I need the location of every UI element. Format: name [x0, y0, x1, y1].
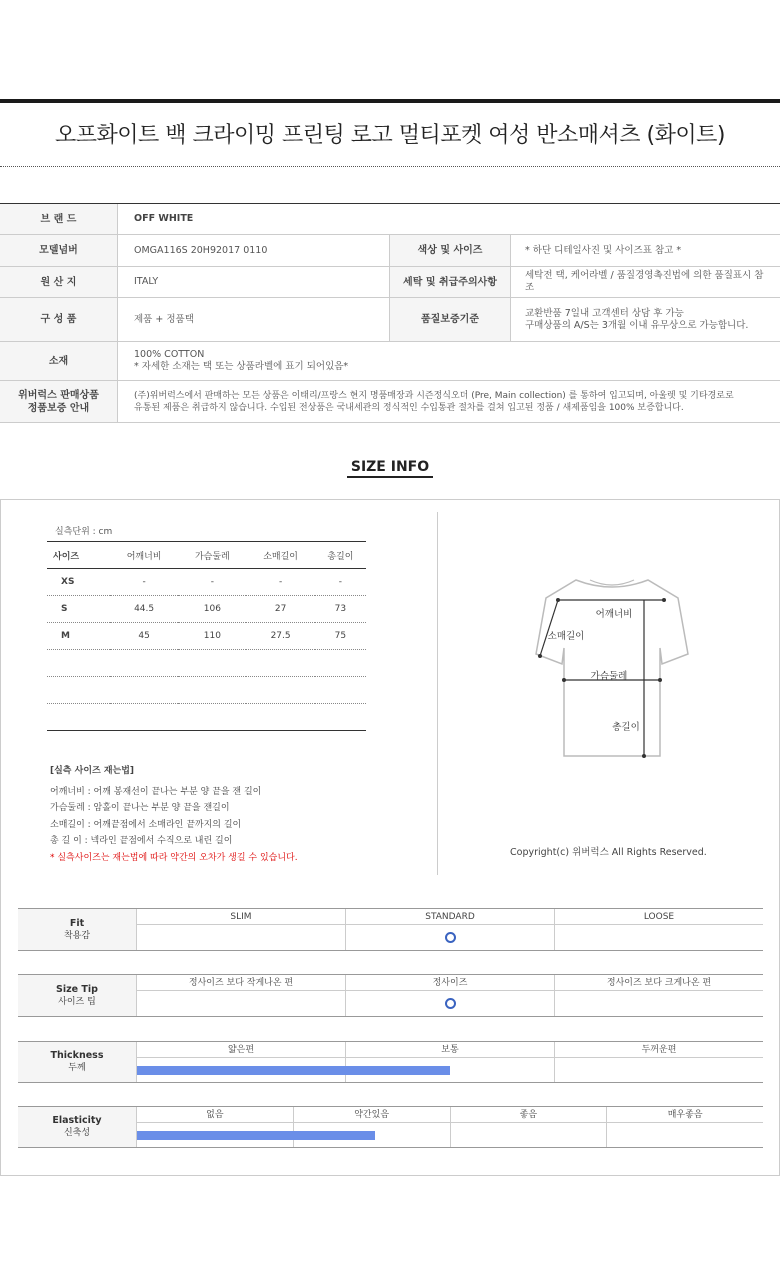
thickness-level-bar	[137, 1066, 450, 1075]
fit-selected-marker	[445, 932, 456, 943]
size-cell	[315, 677, 366, 704]
copyright-text: Copyright(c) 위버럭스 All Rights Reserved.	[510, 847, 707, 858]
size-tip-label-ko: 사이즈 팁	[58, 996, 96, 1007]
size-cell	[110, 650, 178, 677]
fit-option: SLIM	[230, 912, 252, 922]
size-cell: 44.5	[110, 596, 178, 623]
size-cell	[315, 704, 366, 731]
thickness-scale	[137, 1042, 763, 1082]
elasticity-row	[18, 1106, 763, 1148]
size-row	[47, 596, 366, 623]
measurement-unit: 실측단위 : cm	[55, 527, 113, 537]
fit-option: LOOSE	[554, 909, 763, 924]
size-cell: 106	[178, 596, 246, 623]
care-value: 세탁전 택, 케어라벨 / 품질경영촉진법에 의한 품질표시 참조	[525, 270, 764, 293]
size-table	[47, 541, 366, 731]
info-row-origin	[0, 267, 780, 298]
guarantee-label	[0, 381, 118, 422]
size-cell	[178, 704, 246, 731]
product-info-table	[0, 203, 780, 423]
info-row-material	[0, 342, 780, 381]
fit-option: STANDARD	[345, 909, 554, 924]
guarantee-line-1: (주)위버럭스에서 판매하는 모든 상품은 이태리/프랑스 현지 명품매장과 시즌정식오더 (Pre, Main collection) 를 통하여 입고되며, 아울렛 및 기타경로로	[134, 390, 734, 401]
size-cell: -	[246, 569, 314, 596]
size-cell: M	[47, 623, 110, 650]
elasticity-option: 없음	[206, 1110, 224, 1120]
diagram-label-sleeve: 소매길이	[547, 631, 585, 642]
size-cell	[47, 677, 110, 704]
size-tip-cell	[554, 991, 763, 1016]
top-rule	[0, 99, 780, 103]
measurement-guide-line: 총 길 이 : 넥라인 끝점에서 수직으로 내린 길이	[50, 836, 233, 846]
warranty-label: 품질보증기준	[389, 298, 511, 341]
components-label: 구 성 품	[0, 298, 118, 341]
measurement-guide	[50, 763, 298, 866]
size-tip-cell	[345, 991, 554, 1016]
fit-cell	[137, 925, 345, 950]
size-header-shoulder: 어깨너비	[110, 542, 178, 569]
info-row-components	[0, 298, 780, 342]
size-header-chest: 가슴둘레	[178, 542, 246, 569]
size-cell: 75	[315, 623, 366, 650]
info-row-brand	[0, 204, 780, 235]
fit-label-en: Fit	[69, 917, 85, 929]
material-line-2: * 자세한 소재는 택 또는 상품라벨에 표기 되어있음*	[134, 361, 349, 372]
diagram-label-shoulder: 어깨너비	[595, 609, 633, 620]
size-tip-option: 정사이즈	[345, 975, 554, 990]
material-label: 소재	[0, 342, 118, 380]
fit-cell	[554, 925, 763, 950]
elasticity-label-ko: 신축성	[63, 1128, 91, 1138]
size-cell: S	[47, 596, 110, 623]
thickness-label-ko: 두께	[68, 1063, 86, 1073]
size-tip-cell	[137, 991, 345, 1016]
size-cell: 27	[246, 596, 314, 623]
brand-label: 브 랜 드	[0, 204, 118, 234]
size-cell	[47, 650, 110, 677]
size-cell	[178, 650, 246, 677]
fit-label-ko: 착용감	[63, 930, 91, 941]
material-value	[118, 342, 780, 380]
size-row	[47, 650, 366, 677]
info-row-guarantee	[0, 381, 780, 423]
size-row	[47, 677, 366, 704]
shoulder-point-right	[662, 598, 666, 602]
size-cell: -	[315, 569, 366, 596]
measurement-guide-line: 가슴둘레 : 암홀이 끝나는 부분 양 끝을 잰길이	[50, 803, 230, 813]
guarantee-label-line-1: 위버럭스 판매상품	[18, 389, 99, 401]
size-tip-row	[18, 974, 763, 1017]
elasticity-level-bar	[137, 1131, 375, 1140]
chest-point-right	[658, 678, 662, 682]
diagram-label-length: 총길이	[612, 722, 640, 733]
diagram-label-chest: 가슴둘레	[590, 671, 628, 682]
size-cell: 110	[178, 623, 246, 650]
thickness-row	[18, 1041, 763, 1083]
thickness-option: 두꺼운편	[554, 1042, 763, 1057]
tshirt-diagram	[532, 572, 692, 762]
size-row	[47, 704, 366, 731]
size-cell	[246, 677, 314, 704]
product-title: 오프화이트 백 크라이밍 프린팅 로고 멀티포켓 여성 반소매셔츠 (화이트)	[55, 123, 725, 148]
origin-value: ITALY	[134, 276, 159, 287]
size-tip-option: 정사이즈 보다 크게나온 편	[554, 975, 763, 990]
elasticity-option: 좋음	[450, 1107, 607, 1122]
fit-row	[18, 908, 763, 951]
size-cell: -	[110, 569, 178, 596]
size-row	[47, 569, 366, 596]
care-label: 세탁 및 취급주의사항	[389, 267, 511, 297]
size-cell	[110, 704, 178, 731]
size-cell: 73	[315, 596, 366, 623]
warranty-value	[511, 298, 780, 341]
title-divider	[0, 166, 780, 167]
warranty-line-1: 교환반품 7일내 고객센터 상담 후 가능	[525, 307, 684, 319]
measurement-warning: * 실측사이즈는 재는법에 따라 약간의 오차가 생길 수 있습니다.	[50, 852, 298, 863]
elasticity-option: 약간있음	[293, 1107, 450, 1122]
size-row	[47, 623, 366, 650]
chest-point-left	[562, 678, 566, 682]
measurement-guide-heading: [실측 사이즈 재는법]	[50, 766, 135, 776]
size-tip-label	[18, 975, 137, 1016]
size-tip-label-en: Size Tip	[56, 983, 98, 995]
fit-cell	[345, 925, 554, 950]
size-tip-selected-marker	[445, 998, 456, 1009]
length-point	[642, 754, 646, 758]
size-cell	[110, 677, 178, 704]
elasticity-option: 매우좋음	[606, 1107, 763, 1122]
guarantee-line-2: 유통된 제품은 취급하지 않습니다. 수입된 전상품은 국내세관의 정식적인 수입통관 절차를 걸쳐 입고된 정품 / 새제품임을 100% 보증합니다.	[134, 402, 684, 413]
material-line-1: 100% COTTON	[134, 349, 205, 360]
measurement-guide-line: 소매길이 : 어깨끝점에서 소매라인 끝까지의 길이	[50, 819, 242, 830]
tshirt-collar	[590, 580, 634, 585]
size-cell	[246, 704, 314, 731]
warranty-line-2: 구매상품의 A/S는 3개월 이내 유무상으로 가능합니다.	[525, 319, 749, 331]
color-size-value: * 하단 디테일사진 및 사이즈표 참고 *	[525, 244, 682, 256]
guarantee-value	[118, 381, 780, 422]
origin-label: 원 산 지	[0, 267, 118, 297]
model-value: OMGA116S 20H92017 0110	[134, 244, 268, 256]
size-info-heading	[0, 456, 780, 475]
thickness-option: 보통	[345, 1042, 554, 1057]
components-value: 제품 + 정품택	[134, 313, 194, 325]
size-cell	[315, 650, 366, 677]
size-cell: XS	[47, 569, 110, 596]
model-label: 모델넘버	[0, 235, 118, 266]
size-info-title: SIZE INFO	[347, 459, 433, 478]
size-tip-option: 정사이즈 보다 작게나온 편	[188, 978, 294, 988]
size-header-sleeve: 소매길이	[246, 542, 314, 569]
sleeve-point	[538, 654, 542, 658]
brand-value: OFF WHITE	[134, 213, 194, 224]
size-header-size: 사이즈	[47, 542, 110, 569]
thickness-option: 얇은편	[227, 1045, 255, 1055]
elasticity-label-en: Elasticity	[52, 1115, 102, 1126]
color-size-label: 색상 및 사이즈	[389, 235, 511, 266]
size-cell	[47, 704, 110, 731]
measurement-guide-line: 어깨너비 : 어깨 봉재선이 끝나는 부분 양 끝을 잰 길이	[50, 786, 262, 797]
size-cell	[178, 677, 246, 704]
size-tip-scale	[137, 975, 763, 1016]
info-row-model	[0, 235, 780, 267]
panel-divider	[437, 512, 438, 875]
size-cell	[246, 650, 314, 677]
size-cell: -	[178, 569, 246, 596]
elasticity-label	[18, 1107, 137, 1147]
size-header-length: 총길이	[315, 542, 366, 569]
fit-scale	[137, 909, 763, 950]
size-cell: 45	[110, 623, 178, 650]
size-table-header	[47, 542, 366, 569]
elasticity-scale	[137, 1107, 763, 1147]
thickness-label	[18, 1042, 137, 1082]
guarantee-label-line-2: 정품보증 안내	[27, 402, 90, 414]
thickness-label-en: Thickness	[50, 1050, 104, 1061]
fit-label	[18, 909, 137, 950]
size-cell: 27.5	[246, 623, 314, 650]
